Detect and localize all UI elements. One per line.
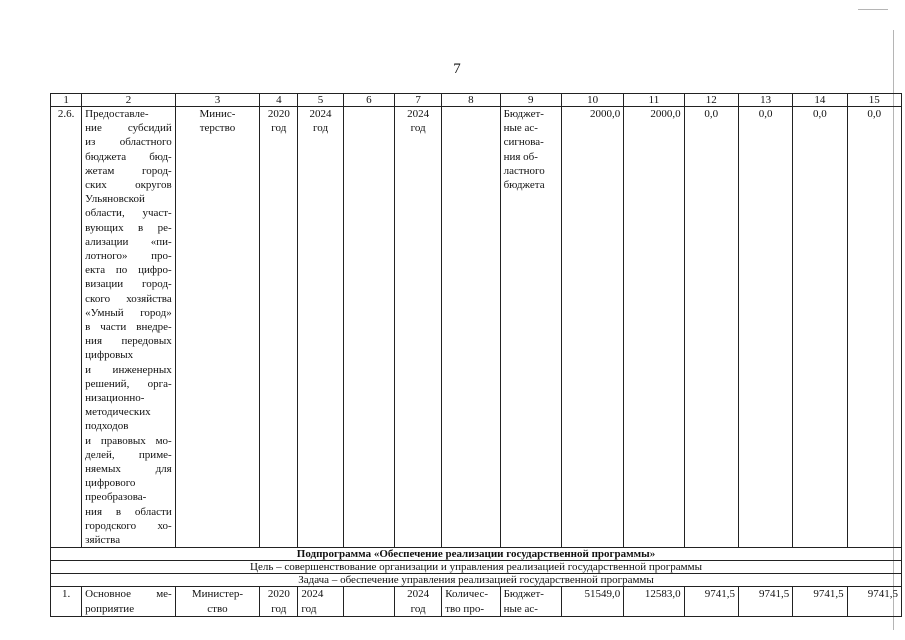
measure-name-line: Основное ме- — [85, 588, 172, 601]
column-number: 1 — [51, 94, 82, 107]
measure-name-cell — [82, 107, 176, 548]
measure-name-line: «Умный город» — [85, 306, 172, 319]
measure-name-line: ние субсидий — [85, 122, 172, 135]
measure-name-line: цифровых — [85, 349, 134, 362]
table-row-2-6 — [51, 107, 902, 548]
amount-column-13: 0,0 — [738, 107, 792, 548]
end-year-cell — [298, 107, 343, 548]
measure-name-line: решений, орга- — [85, 377, 172, 390]
program-table — [50, 93, 902, 617]
amount-column-12: 9741,5 — [684, 587, 738, 616]
funding-source-line: бюджета — [503, 179, 545, 192]
column-number: 14 — [793, 94, 847, 107]
start-year: 2020 — [267, 108, 290, 120]
row-number: 2.6. — [51, 107, 82, 548]
measure-name-line: ализации «пи- — [85, 235, 172, 248]
measure-name-line: екта по цифро- — [85, 264, 172, 277]
start-year-suffix: год — [271, 602, 287, 615]
goal-text: Цель – совершенствование организации и управления реализацией государственной программы — [51, 561, 902, 574]
executor-line: Минис- — [199, 108, 236, 120]
indicator-line: Количес- — [445, 588, 489, 601]
column-number: 7 — [394, 94, 441, 107]
end-year: 2024 — [309, 108, 332, 120]
column-7-year: 2024 — [407, 108, 430, 120]
amount-column-11: 12583,0 — [624, 587, 684, 616]
measure-name-line: методических — [85, 406, 151, 419]
column-7-suffix: год — [410, 602, 426, 615]
funding-source-line: ные ас- — [503, 602, 538, 615]
funding-source-line: ные ас- — [503, 122, 538, 135]
end-year-cell — [298, 587, 343, 616]
measure-name-line: Предоставле- — [85, 108, 149, 120]
measure-name-cell — [82, 587, 176, 616]
column-7-suffix: год — [410, 122, 426, 135]
column-number: 12 — [684, 94, 738, 107]
executor-line: Министер- — [191, 588, 244, 601]
start-year-cell — [260, 107, 298, 548]
measure-name-line: ского хозяйства — [85, 292, 172, 305]
column-number: 10 — [561, 94, 623, 107]
measure-name-line: в части внедре- — [85, 321, 172, 334]
funding-source-line: Бюджет- — [503, 588, 544, 601]
measure-name-line: цифрового — [85, 477, 136, 490]
executor-cell — [175, 587, 259, 616]
measure-name-line: жетам город- — [85, 164, 172, 177]
task-row — [51, 574, 902, 587]
measure-name-line: преобразова- — [85, 491, 147, 504]
measure-name-line: визации город- — [85, 278, 172, 291]
subprogram-row — [51, 548, 902, 561]
funding-source-cell — [500, 107, 561, 548]
measure-name-line: и правовых мо- — [85, 434, 172, 447]
column-number-row — [51, 94, 902, 107]
executor-line: ство — [207, 602, 228, 615]
measure-name-line: Ульяновской — [85, 193, 145, 206]
column-number: 6 — [343, 94, 394, 107]
subprogram-title: Подпрограмма «Обеспечение реализации государственной программы» — [51, 548, 902, 561]
column-number: 8 — [442, 94, 500, 107]
column-7-cell — [394, 587, 441, 616]
column-number: 5 — [298, 94, 343, 107]
column-6-cell — [343, 587, 394, 616]
page-number: 7 — [453, 61, 461, 77]
end-year: 2024 — [301, 588, 324, 601]
funding-source-cell — [500, 587, 561, 616]
scan-edge-mark — [858, 9, 888, 10]
measure-name-line: ских округов — [85, 179, 172, 192]
column-number: 2 — [82, 94, 176, 107]
amount-column-12: 0,0 — [684, 107, 738, 548]
column-number: 15 — [847, 94, 901, 107]
end-year-suffix: год — [313, 122, 329, 135]
funding-source-line: сигнова- — [503, 136, 544, 149]
measure-name-line: области, участ- — [85, 207, 172, 220]
amount-column-13: 9741,5 — [738, 587, 792, 616]
amount-total: 51549,0 — [561, 587, 623, 616]
measure-name-line: зяйства — [85, 534, 121, 547]
executor-line: терство — [199, 122, 236, 135]
column-number: 13 — [738, 94, 792, 107]
column-6-cell — [343, 107, 394, 548]
funding-source-line: Бюджет- — [503, 108, 544, 120]
measure-name-line: ния передовых — [85, 335, 172, 348]
funding-source-line: ния об- — [503, 150, 538, 163]
column-7-year: 2024 — [407, 588, 430, 601]
amount-total: 2000,0 — [561, 107, 623, 548]
funding-source-line: ластного — [503, 164, 545, 177]
amount-column-14: 0,0 — [793, 107, 847, 548]
end-year-suffix: год — [301, 602, 317, 615]
measure-name-line: из областного — [85, 136, 172, 149]
amount-column-15: 9741,5 — [847, 587, 901, 616]
column-number: 9 — [500, 94, 561, 107]
measure-name-line: роприятие — [85, 602, 135, 615]
start-year-suffix: год — [271, 122, 287, 135]
indicator-line: тво про- — [445, 602, 484, 615]
start-year: 2020 — [267, 588, 290, 601]
row-number: 1. — [51, 587, 82, 616]
table-row-1 — [51, 587, 902, 616]
column-number: 11 — [624, 94, 684, 107]
column-number: 3 — [175, 94, 259, 107]
indicator-cell — [442, 587, 500, 616]
measure-name-line: городского хо- — [85, 519, 172, 532]
executor-cell — [175, 107, 259, 548]
measure-name-line: вующих в ре- — [85, 221, 172, 234]
column-number: 4 — [260, 94, 298, 107]
start-year-cell — [260, 587, 298, 616]
measure-name-line: низационно- — [85, 392, 145, 405]
measure-name-line: няемых для — [85, 463, 172, 476]
measure-name-line: лотного» про- — [85, 250, 172, 263]
amount-column-14: 9741,5 — [793, 587, 847, 616]
measure-name-line: ния в области — [85, 505, 172, 518]
goal-row — [51, 561, 902, 574]
task-text: Задача – обеспечение управления реализацией государственной программы — [51, 574, 902, 587]
measure-name-line: делей, приме- — [85, 448, 172, 461]
column-8-cell — [442, 107, 500, 548]
measure-name-line: и инженерных — [85, 363, 172, 376]
measure-name-line: бюджета бюд- — [85, 150, 172, 163]
measure-name-line: подходов — [85, 420, 129, 433]
column-7-cell — [394, 107, 441, 548]
amount-column-11: 2000,0 — [624, 107, 684, 548]
amount-column-15: 0,0 — [847, 107, 901, 548]
